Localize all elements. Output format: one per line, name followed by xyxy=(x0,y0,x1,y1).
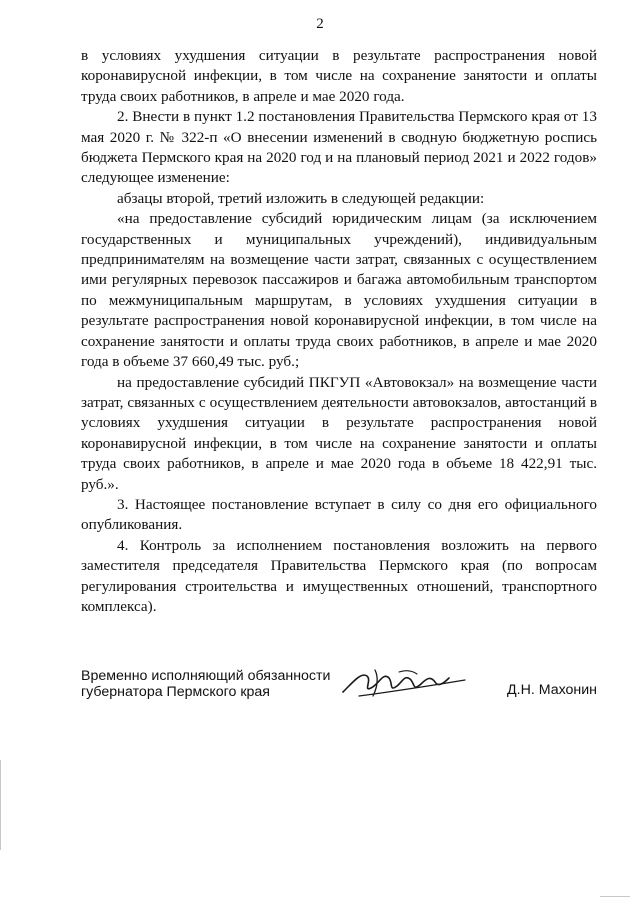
paragraph-item-2: 2. Внести в пункт 1.2 постановления Правительства Пермского края от 13 мая 2020 г. № 322-п «О внесении изменений в сводную бюджетную роспись бюджета Пермского края на 2020 год и на плановый период 2021 и 2022 годов» следующее изменение: xyxy=(81,108,597,187)
page-number: 2 xyxy=(316,16,324,32)
paragraph-item-4: 4. Контроль за исполнением постановления возложить на первого заместителя председателя Правительства Пермского края (по вопросам регулирования строительства и имущественных отношений, транспортного комплекса). xyxy=(81,536,597,615)
signatory-role-line-2: губернатора Пермского края xyxy=(81,684,270,700)
scan-edge-mark xyxy=(600,896,630,897)
signatory-role xyxy=(81,668,330,700)
paragraph-continuation: в условиях ухудшения ситуации в результате распространения новой коронавирусной инфекции, в том числе на сохранение занятости и оплаты труда своих работников, в апреле и мае 2020 года. xyxy=(81,47,597,105)
signature-block xyxy=(81,668,597,708)
signatory-name: Д.Н. Махонин xyxy=(507,682,597,698)
handwritten-signature xyxy=(339,662,469,702)
document-body xyxy=(81,46,597,617)
paragraph-quoted-first: «на предоставление субсидий юридическим лицам (за исключением государственных и муниципальных учреждений), индивидуальным предпринимателям на возмещение части затрат, связанных с осуществлением ими регулярных перевозок пассажиров и багажа автомобильным транспортом по межмуниципальным маршрутам, в условиях ухудшения ситуации в результате распространения новой коронавирусной инфекции, в том числе на сохранение занятости и оплаты труда своих работников, в апреле и мае 2020 года в объеме 37 660,49 тыс. руб.; xyxy=(81,210,597,371)
signatory-role-line-1: Временно исполняющий обязанности xyxy=(81,668,331,684)
paragraph-quoted-second: на предоставление субсидий ПКГУП «Автовокзал» на возмещение части затрат, связанных с осуществлением деятельности автовокзалов, автостанций в условиях ухудшения ситуации в результате распространения новой коронавирусной инфекции, в том числе на сохранение занятости и оплаты труда своих работников, в апреле и мае 2020 года в объеме 18 422,91 тыс. руб.». xyxy=(81,373,597,493)
paragraph-item-3: 3. Настоящее постановление вступает в силу со дня его официального опубликования. xyxy=(81,495,597,534)
scan-edge-mark xyxy=(0,760,1,850)
paragraph-amendment-intro: абзацы второй, третий изложить в следующей редакции: xyxy=(117,189,485,207)
